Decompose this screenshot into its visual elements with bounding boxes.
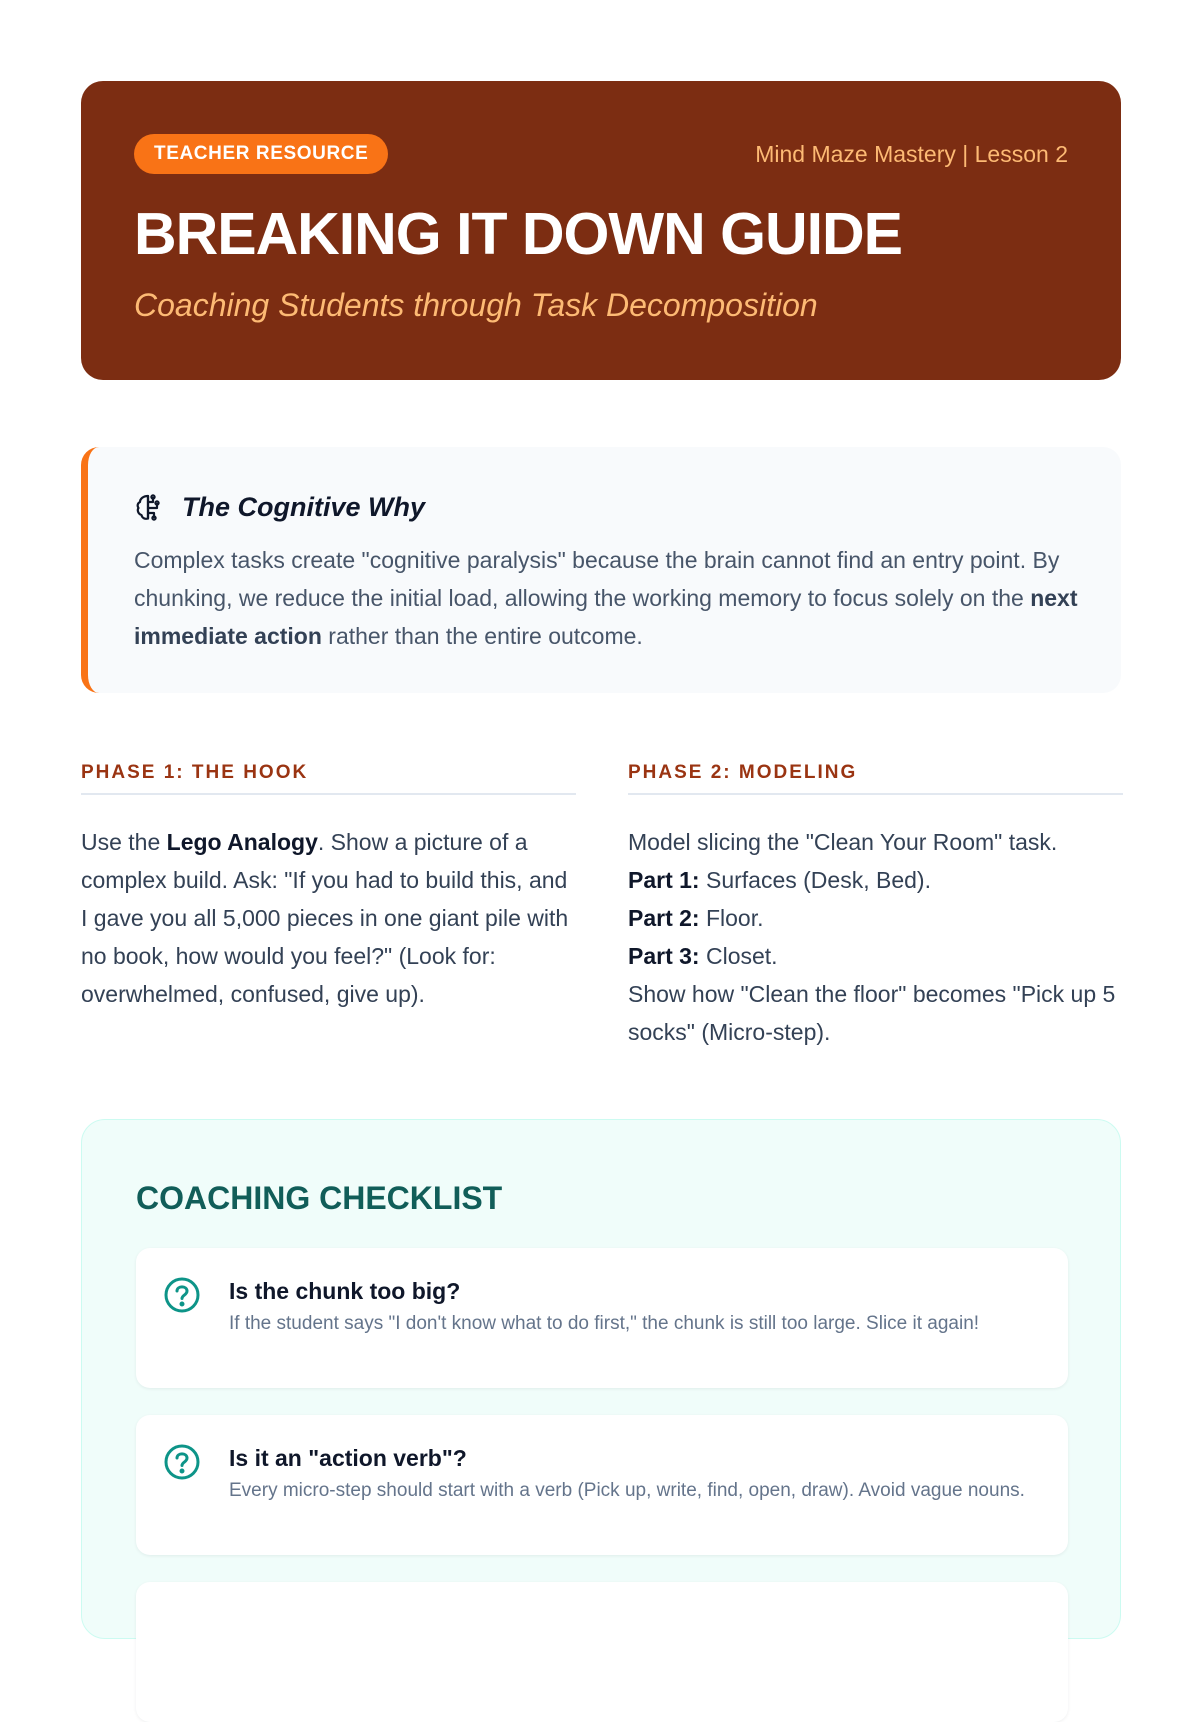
brain-icon: [134, 491, 166, 523]
phase-2-title: PHASE 2: MODELING: [628, 760, 1123, 795]
checklist-title: COACHING CHECKLIST: [136, 1180, 503, 1216]
phase-2-outro: Show how "Clean the floor" becomes "Pick up 5 socks" (Micro-step).: [628, 981, 1116, 1045]
lego-analogy-label: Lego Analogy: [166, 829, 318, 855]
teacher-resource-badge: TEACHER RESOURCE: [134, 134, 388, 174]
checklist-question: Is the chunk too big?: [229, 1278, 461, 1304]
phase-2-text: [628, 823, 1123, 1051]
checklist-item: [136, 1415, 1068, 1555]
phase-2-section: [628, 760, 1123, 1051]
page-subtitle: Coaching Students through Task Decomposition: [134, 287, 818, 323]
question-circle-icon: [163, 1276, 201, 1314]
callout-text: Complex tasks create "cognitive paralysis" because the brain cannot find an entry point. By chunking, we reduce the initial load, allowing the working memory to focus solely on the next immediate action rather than the entire outcome.: [134, 547, 1078, 649]
page-title: BREAKING IT DOWN GUIDE: [134, 201, 902, 267]
phase-2-part: Part 3: Closet.: [628, 943, 778, 969]
course-lesson-label: Mind Maze Mastery | Lesson 2: [755, 141, 1068, 167]
question-circle-icon: [163, 1443, 201, 1481]
cognitive-why-callout: [81, 447, 1121, 693]
checklist-answer: If the student says "I don't know what to do first," the chunk is still too large. Slice it again!: [229, 1313, 980, 1334]
phase-2-part: Part 1: Surfaces (Desk, Bed).: [628, 867, 931, 893]
checklist-item-partial: [136, 1582, 1068, 1722]
callout-title: The Cognitive Why: [182, 491, 425, 522]
checklist-item: [136, 1248, 1068, 1388]
checklist-question: Is it an "action verb"?: [229, 1445, 467, 1471]
phase-1-text: Use the Lego Analogy. Show a picture of a complex build. Ask: "If you had to build this, and I gave you all 5,000 pieces in one giant pile with no book, how would you feel?" (Look for: overwhelmed, confused, give up).: [81, 829, 569, 1007]
header-banner: [81, 81, 1121, 380]
coaching-checklist: [81, 1119, 1121, 1639]
emphasis-text: next immediate action: [134, 585, 1078, 649]
checklist-answer: Every micro-step should start with a verb (Pick up, write, find, open, draw). Avoid vague nouns.: [229, 1480, 1025, 1501]
phase-1-title: PHASE 1: THE HOOK: [81, 760, 576, 795]
phase-2-intro: Model slicing the "Clean Your Room" task.: [628, 829, 1058, 855]
phase-2-part: Part 2: Floor.: [628, 905, 764, 931]
callout-header: [134, 489, 425, 525]
phase-1-section: [81, 760, 576, 1013]
